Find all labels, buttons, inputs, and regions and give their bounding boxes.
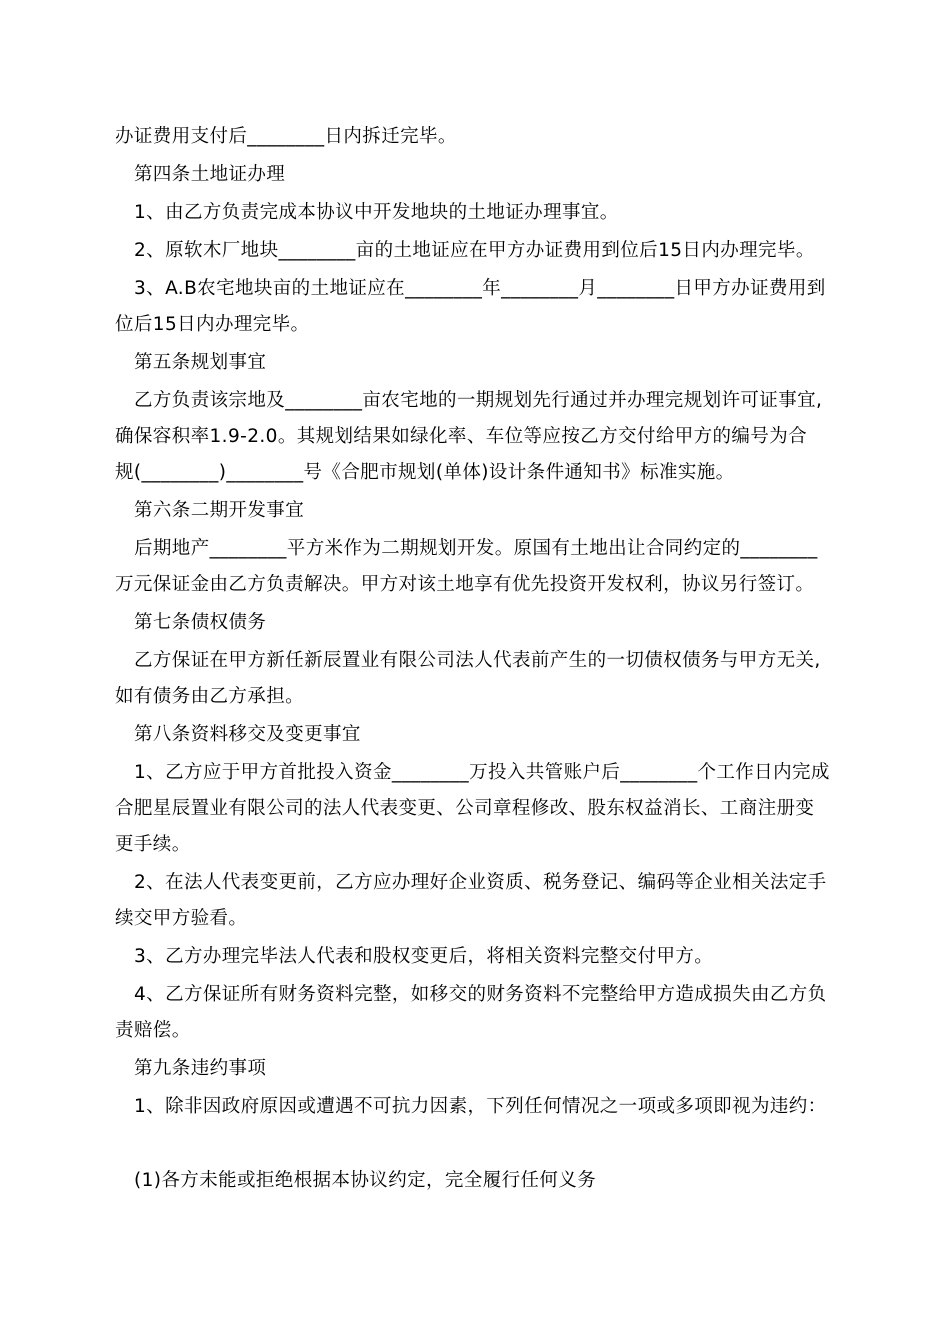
- text-line-8: 乙方负责该宗地及________亩农宅地的一期规划先行通过并办理完规划许可证事宜,: [134, 390, 823, 411]
- text-line-5: 3、A.B农宅地块亩的土地证应在________年________月________日甲方办证费用到: [134, 278, 826, 299]
- section-heading-7: 第七条债权债务: [134, 612, 267, 633]
- section-heading-8: 第八条资料移交及变更事宜: [134, 724, 361, 745]
- text-line-25: 责赔偿。: [115, 1020, 191, 1041]
- text-line-6: 位后15日内办理完毕。: [115, 314, 310, 335]
- section-heading-9: 第九条违约事项: [134, 1058, 267, 1079]
- text-line-20: 更手续。: [115, 834, 191, 855]
- text-line-15: 乙方保证在甲方新任新辰置业有限公司法人代表前产生的一切债权债务与甲方无关,: [134, 650, 821, 671]
- text-line-18: 1、乙方应于甲方首批投入资金________万投入共管账户后________个工作日内完成: [134, 762, 830, 783]
- text-line-9: 确保容积率1.9-2.0。其规划结果如绿化率、车位等应按乙方交付给甲方的编号为合: [115, 426, 808, 447]
- text-line-19: 合肥星辰置业有限公司的法人代表变更、公司章程修改、股东权益消长、工商注册变: [115, 798, 815, 819]
- text-line-21: 2、在法人代表变更前，乙方应办理好企业资质、税务登记、编码等企业相关法定手: [134, 872, 827, 893]
- section-heading-4: 第四条土地证办理: [134, 164, 286, 185]
- text-line-28: (1)各方未能或拒绝根据本协议约定，完全履行任何义务: [134, 1170, 597, 1191]
- text-line-12: 后期地产________平方米作为二期规划开发。原国有土地出让合同约定的________: [134, 538, 818, 559]
- text-line-13: 万元保证金由乙方负责解决。甲方对该土地享有优先投资开发权利，协议另行签订。: [115, 574, 815, 595]
- text-line-1: 办证费用支付后________日内拆迁完毕。: [115, 126, 457, 147]
- text-line-24: 4、乙方保证所有财务资料完整，如移交的财务资料不完整给甲方造成损失由乙方负: [134, 984, 827, 1005]
- text-line-16: 如有债务由乙方承担。: [115, 686, 305, 707]
- text-line-3: 1、由乙方负责完成本协议中开发地块的土地证办理事宜。: [134, 202, 619, 223]
- section-heading-6: 第六条二期开发事宜: [134, 500, 305, 521]
- text-line-27: 1、除非因政府原因或遭遇不可抗力因素，下列任何情况之一项或多项即视为违约：: [134, 1096, 827, 1117]
- text-line-4: 2、原软木厂地块________亩的土地证应在甲方办证费用到位后15日内办理完毕。: [134, 240, 815, 261]
- text-line-10: 规(________)________号《合肥市规划(单体)设计条件通知书》标准实施。: [115, 462, 735, 483]
- text-line-23: 3、乙方办理完毕法人代表和股权变更后，将相关资料完整交付甲方。: [134, 946, 714, 967]
- section-heading-5: 第五条规划事宜: [134, 352, 267, 373]
- text-line-22: 续交甲方验看。: [115, 908, 248, 929]
